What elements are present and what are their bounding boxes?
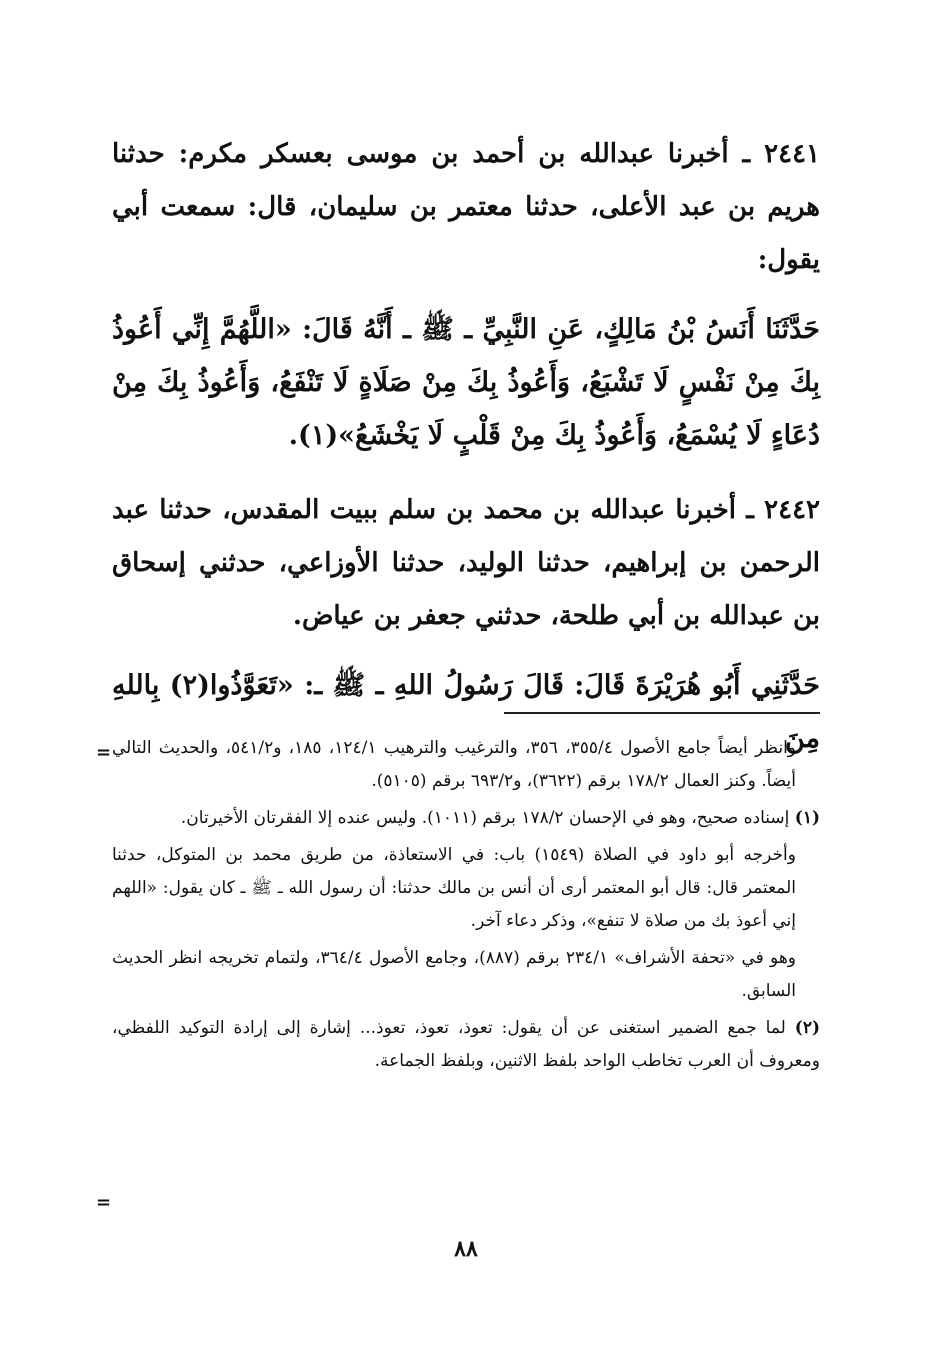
isnad-text: ـ أخبرنا عبدالله بن أحمد بن موسى بعسكر مكرم: حدثنا هريم بن عبد الأعلى، حدثنا معتمر بن سليمان، قال: سمعت أبي يقول: (112, 139, 820, 275)
page-number: ٨٨ (454, 1236, 478, 1262)
hadith-2441-isnad (112, 128, 820, 287)
main-text (112, 128, 820, 765)
footnote-1-paragraph-2: وأخرجه أبو داود في الصلاة (١٥٤٩) باب: في الاستعاذة، من طريق محمد بن المتوكل، حدثنا المعتمر قال: قال أبو المعتمر أرى أن أنس بن مالك حدثنا: أن رسول الله ـ ﷺ ـ كان يقول: «اللهم إني أعوذ بك من صلاة لا تنفع»، وذكر دعاء آخر. (112, 845, 796, 931)
hadith-2441-matn: حَدَّثَنَا أَنَسُ بْنُ مَالِكٍ، عَنِ النَّبِيِّ ـ ﷺ ـ أَنَّهُ قَالَ: «اللَّهُمَّ إِنِّي أَعُوذُ بِكَ مِنْ نَفْسٍ لَا تَشْبَعُ، وَأَعُوذُ بِكَ مِنْ صَلَاةٍ لَا تَنْفَعُ، وَأَعُوذُ بِكَ مِنْ دُعَاءٍ لَا يُسْمَعُ، وَأَعُوذُ بِكَ مِنْ قَلْبٍ لَا يَخْشَعُ»(١). (112, 314, 820, 451)
footnote-2-marker: (٢) (794, 1018, 820, 1038)
hadith-2442-matn: حَدَّثَنِي أَبُو هُرَيْرَةَ قَالَ: قَالَ رَسُولُ اللهِ ـ ﷺ ـ: «تَعَوَّذُوا(٢) بِاللهِ مِنَ (112, 670, 820, 754)
footnote-1 (112, 802, 820, 835)
hadith-number: ٢٤٤١ (764, 139, 820, 169)
footnote-2-text: لما جمع الضمير استغنى عن أن يقول: تعوذ، تعوذ، تعوذ... إشارة إلى إرادة التوكيد اللفظي، ومعروف أن العرب تخاطب الواحد بلفظ الاثنين، وبلفظ الجماعة. (112, 1018, 820, 1071)
footnote-continuation: وانظر أيضاً جامع الأصول ٣٥٥/٤، ٣٥٦، والترغيب والترهيب ١٢٤/١، ١٨٥، و٥٤١/٢، والحديث التالي أيضاً. وكنز العمال ١٧٨/٢ برقم (٣٦٢٢)، و٦٩٣/٢ برقم (٥١٠٥). (112, 738, 796, 791)
footnote-1-text: إسناده صحيح، وهو في الإحسان ١٧٨/٢ برقم (١٠١١). وليس عنده إلا الفقرتان الأخيرتان. (180, 808, 790, 828)
footnote-1-marker: (١) (794, 808, 820, 828)
hadith-number: ٢٤٤٢ (764, 495, 820, 525)
footnote-1-paragraph-3: وهو في «تحفة الأشراف» ٢٣٤/١ برقم (٨٨٧)، وجامع الأصول ٣٦٤/٤، ولتمام تخريجه انظر الحديث السابق. (112, 948, 797, 1001)
footnotes (112, 732, 820, 1078)
footnote-2 (112, 1012, 820, 1078)
continuation-mark-bottom: = (96, 1192, 112, 1213)
isnad-text: ـ أخبرنا عبدالله بن محمد بن سلم ببيت المقدس، حدثنا عبد الرحمن بن إبراهيم، حدثنا الوليد، حدثنا الأوزاعي، حدثني إسحاق بن عبدالله بن أبي طلحة، حدثني جعفر بن عياض. (112, 495, 820, 631)
continuation-mark-top: = (96, 742, 112, 763)
hadith-2442-isnad (112, 484, 820, 643)
footnote-separator (504, 712, 820, 714)
